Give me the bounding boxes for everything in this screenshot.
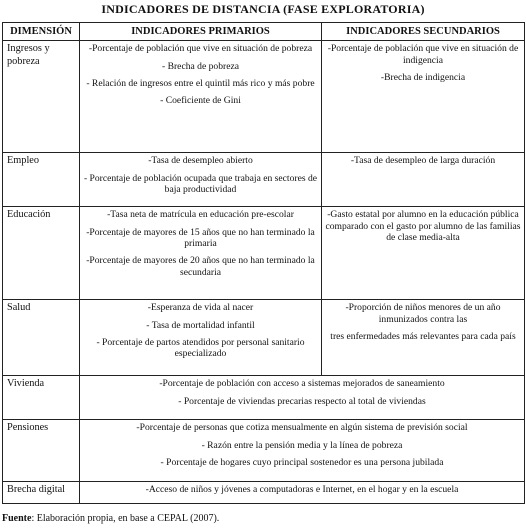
secondary-cell	[322, 153, 525, 207]
combined-indicators-cell	[80, 482, 525, 504]
dimension-cell: Empleo	[3, 153, 80, 207]
indicator-item: -Porcentaje de mayores de 15 años que no han terminado la primaria	[86, 226, 315, 249]
indicator-item: -Porcentaje de población que vive en situación de indigencia	[327, 43, 519, 66]
indicator-item: - Tasa de mortalidad infantil	[146, 319, 255, 331]
table-row	[3, 482, 525, 504]
source-note	[2, 513, 219, 524]
indicator-item: -Esperanza de vida al nacer	[147, 302, 254, 314]
indicator-item: - Porcentaje de hogares cuyo principal sostenedor es una persona jubilada	[160, 457, 444, 468]
indicator-item: -Porcentaje de mayores de 20 años que no han terminado la secundaria	[86, 255, 315, 278]
dimension-cell: Educación	[3, 207, 80, 300]
header-primary: INDICADORES PRIMARIOS	[80, 23, 322, 41]
primary-cell	[80, 153, 322, 207]
indicator-item: - Razón entre la pensión media y la línea de pobreza	[201, 439, 403, 451]
secondary-cell	[322, 207, 525, 300]
indicator-item: - Porcentaje de partos atendidos por personal sanitario especializado	[96, 337, 305, 360]
combined-indicators-cell	[80, 376, 525, 420]
indicator-item: tres enfermedades más relevantes para cada país	[330, 331, 516, 342]
indicator-item: -Acceso de niños y jóvenes a computadoras e Internet, en el hogar y en la escuela	[145, 484, 459, 496]
indicator-item: -Tasa de desempleo de larga duración	[350, 155, 496, 167]
indicator-item: -Brecha de indigencia	[380, 72, 466, 83]
dimension-cell: Brecha digital	[3, 482, 80, 504]
table-title: INDICADORES DE DISTANCIA (FASE EXPLORATORIA)	[101, 2, 425, 16]
indicator-item: -Gasto estatal por alumno en la educación pública comparado con el gasto por alumno de las familias de clase media-alta	[325, 209, 521, 243]
indicator-item: -Porcentaje de personas que cotiza mensualmente en algún sistema de previsión social	[136, 422, 468, 434]
indicator-item: - Coeficiente de Gini	[160, 95, 241, 107]
dimension-cell: Salud	[3, 300, 80, 376]
indicator-item: - Porcentaje de población ocupada que trabaja en sectores de baja productividad	[83, 172, 318, 195]
header-dimension: DIMENSIÓN	[3, 23, 80, 41]
table-row	[3, 207, 525, 300]
indicator-item: -Proporción de niños menores de un año inmunizados contra las	[345, 302, 501, 325]
indicators-table	[2, 22, 525, 504]
table-row	[3, 300, 525, 376]
dimension-cell: Vivienda	[3, 376, 80, 420]
primary-cell	[80, 41, 322, 153]
primary-cell	[80, 300, 322, 376]
indicator-item: -Porcentaje de población que vive en situación de pobreza	[88, 43, 313, 55]
indicator-item: - Porcentaje de viviendas precarias respecto al total de viviendas	[178, 395, 426, 407]
dimension-cell: Pensiones	[3, 420, 80, 482]
indicator-item: -Tasa neta de matrícula en educación pre-escolar	[107, 209, 294, 221]
combined-indicators-cell	[80, 420, 525, 482]
table-row	[3, 420, 525, 482]
indicator-item: - Brecha de pobreza	[162, 60, 239, 72]
header-secondary: INDICADORES SECUNDARIOS	[322, 23, 525, 41]
indicator-item: -Porcentaje de población con acceso a sistemas mejorados de saneamiento	[159, 378, 445, 390]
primary-cell	[80, 207, 322, 300]
table-row	[3, 41, 525, 153]
indicator-item: - Relación de ingresos entre el quintil más rico y más pobre	[86, 78, 315, 89]
header-row	[3, 23, 525, 41]
dimension-cell: Ingresos y pobreza	[3, 41, 80, 153]
secondary-cell	[322, 300, 525, 376]
table-row	[3, 376, 525, 420]
indicator-item: -Tasa de desempleo abierto	[148, 155, 253, 167]
secondary-cell	[322, 41, 525, 153]
table-row	[3, 153, 525, 207]
source-text: : Elaboración propia, en base a CEPAL (2007).	[31, 513, 220, 524]
source-label: Fuente	[2, 513, 32, 524]
